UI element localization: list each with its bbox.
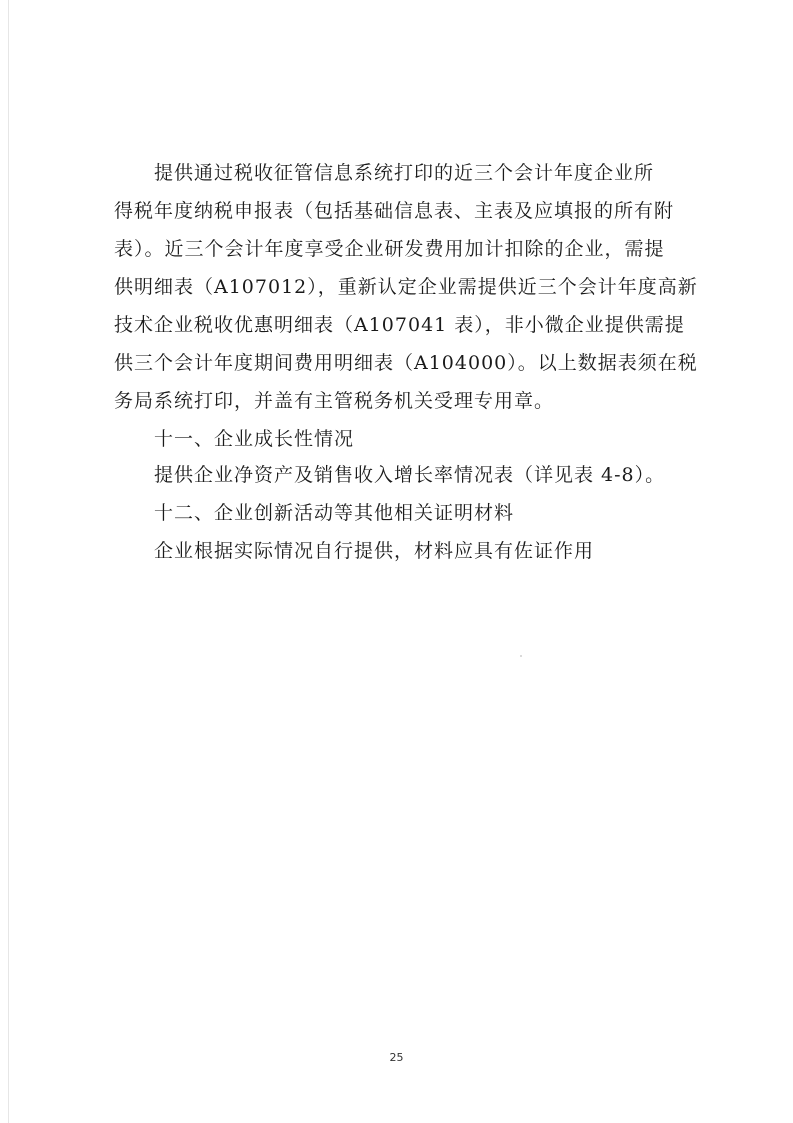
page-edge-line <box>8 0 9 1123</box>
paragraph-line: 供明细表（A107012），重新认定企业需提供近三个会计年度高新 <box>114 276 698 298</box>
section-12-body: 企业根据实际情况自行提供，材料应具有佐证作用 <box>154 540 595 562</box>
paragraph-line: 供三个会计年度期间费用明细表（A104000）。以上数据表须在税 <box>114 352 698 374</box>
paragraph-tax-documents <box>114 154 698 420</box>
paragraph-line: 技术企业税收优惠明细表（A107041 表），非小微企业提供需提 <box>114 314 685 336</box>
paragraph-line: 务局系统打印，并盖有主管税务机关受理专用章。 <box>114 390 555 412</box>
scan-speck <box>520 655 522 657</box>
paragraph-line: 表）。近三个会计年度享受企业研发费用加计扣除的企业，需提 <box>114 238 665 260</box>
page-number: 25 <box>389 1051 404 1064</box>
paragraph-line: 提供通过税收征管信息系统打印的近三个会计年度企业所 <box>154 162 655 184</box>
section-11-body: 提供企业净资产及销售收入增长率情况表（详见表 4-8）。 <box>154 464 666 486</box>
section-11-heading: 十一、企业成长性情况 <box>154 428 355 450</box>
section-12-heading: 十二、企业创新活动等其他相关证明材料 <box>154 502 515 524</box>
paragraph-line: 得税年度纳税申报表（包括基础信息表、主表及应填报的所有附 <box>114 200 675 222</box>
